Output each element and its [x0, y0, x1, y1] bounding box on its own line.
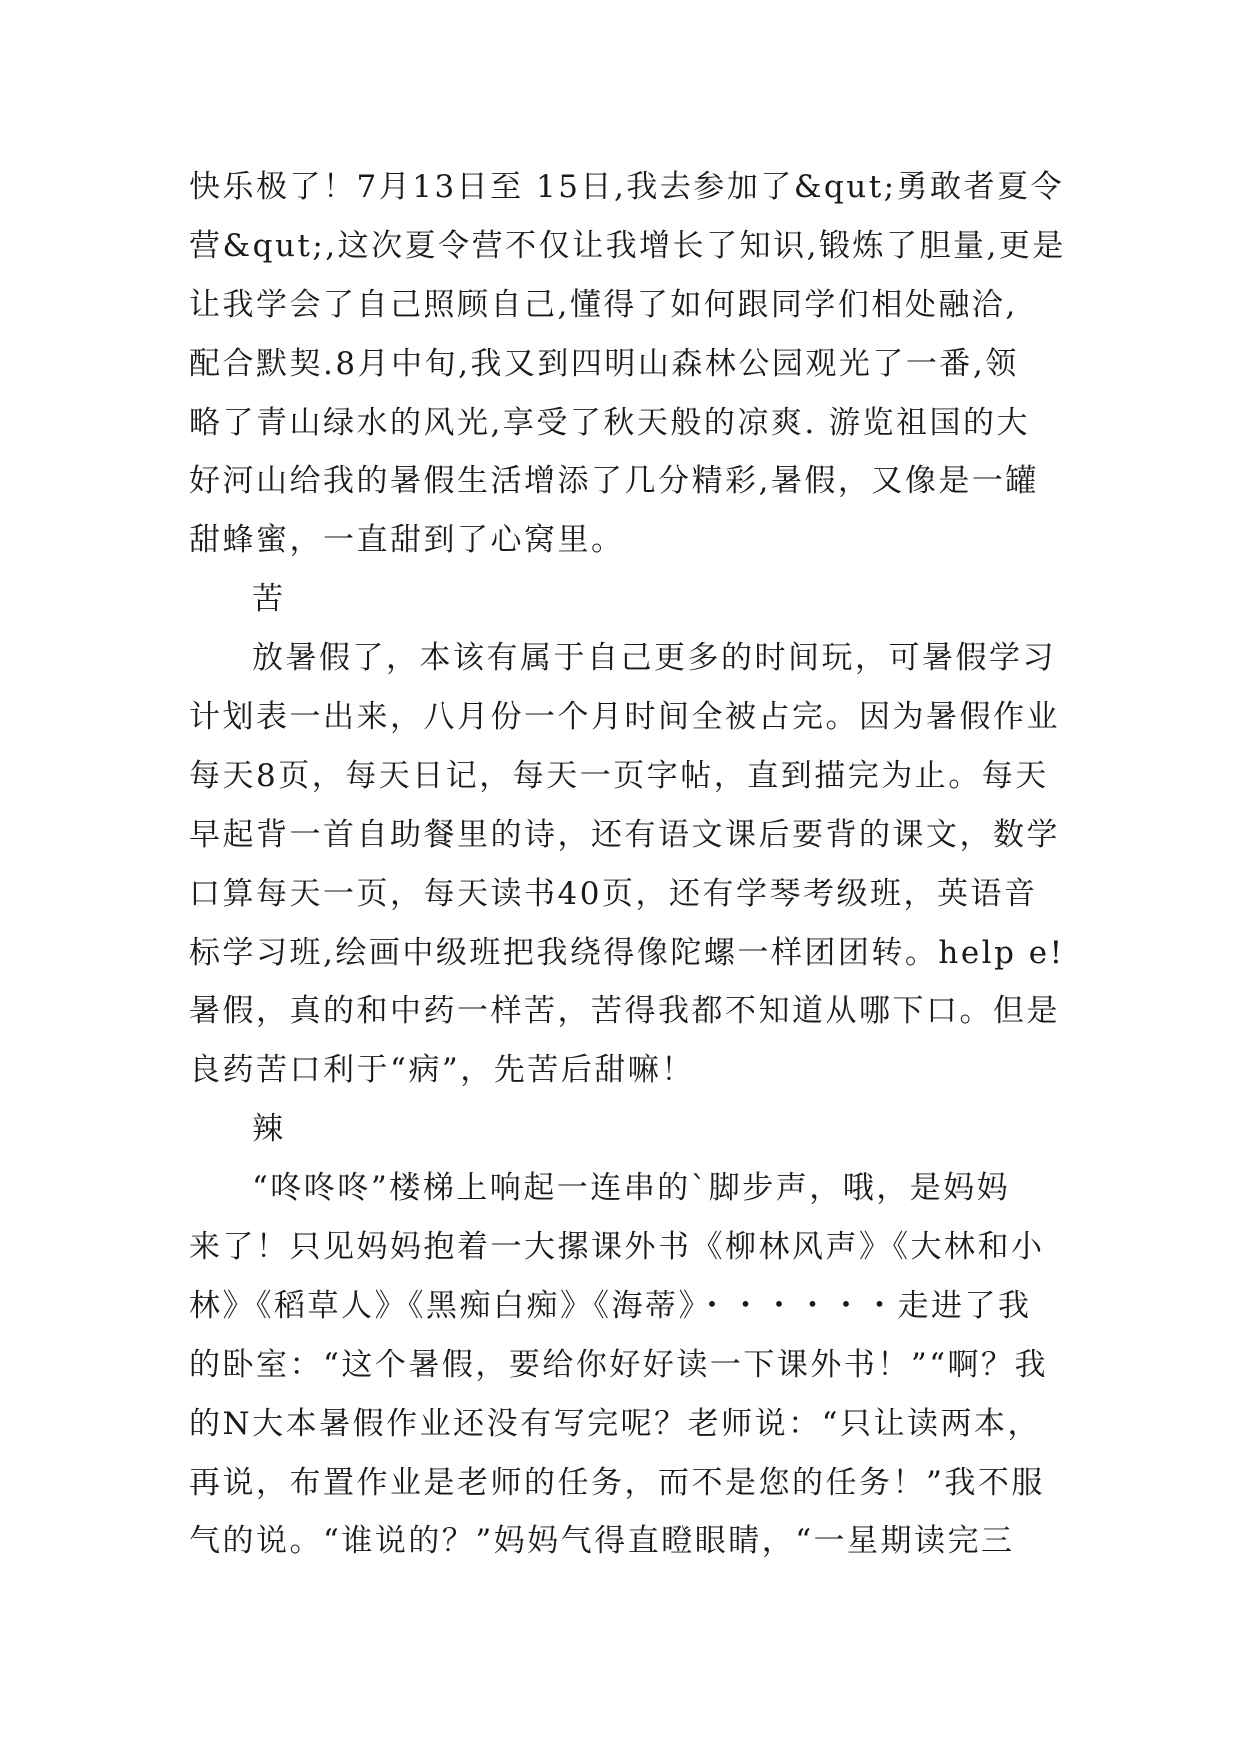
text-line: 来了！只见妈妈抱着一大摞课外书《柳林风声》《大林和小	[189, 1229, 1045, 1266]
text-line: 让我学会了自己照顾自己,懂得了如何跟同学们相处融洽,	[189, 286, 1018, 323]
text-line: 配合默契.8月中旬,我又到四明山森林公园观光了一番,领	[189, 345, 1019, 382]
paragraph-first-line: “咚咚咚”楼梯上响起一连串的`脚步声，哦，是妈妈	[252, 1170, 1011, 1207]
text-line: 林》《稻草人》《黑痴白痴》《海蒂》・・・・・・走进了我	[189, 1287, 1032, 1324]
text-line: 的卧室：“这个暑假，要给你好好读一下课外书！”“啊？我	[189, 1346, 1049, 1383]
section-heading-bitter: 苦	[252, 581, 286, 618]
text-line: 营&qut;,这次夏令营不仅让我增长了知识,锻炼了胆量,更是	[189, 227, 1066, 264]
text-line: 暑假，真的和中药一样苦，苦得我都不知道从哪下口。但是	[189, 993, 1060, 1030]
document-body	[189, 158, 1066, 1571]
section-heading-spicy: 辣	[252, 1111, 286, 1148]
text-line: 早起背一首自助餐里的诗，还有语文课后要背的课文，数学	[189, 816, 1060, 853]
paragraph-first-line: 放暑假了，本该有属于自己更多的时间玩，可暑假学习	[252, 640, 1056, 677]
text-line: 的N大本暑假作业还没有写完呢？老师说：“只让读两本，	[189, 1405, 1041, 1442]
text-line: 气的说。“谁说的？”妈妈气得直瞪眼睛，“一星期读完三	[189, 1523, 1015, 1560]
text-line: 标学习班,绘画中级班把我绕得像陀螺一样团团转。help e!	[189, 934, 1065, 971]
text-line: 每天8页，每天日记，每天一页字帖，直到描完为止。每天	[189, 757, 1049, 794]
text-line: 快乐极了！7月13日至 15日,我去参加了&qut;勇敢者夏令	[189, 169, 1065, 205]
text-line: 略了青山绿水的风光,享受了秋天般的凉爽. 游览祖国的大	[189, 404, 1031, 441]
text-line: 口算每天一页，每天读书40页，还有学琴考级班，英语音	[189, 875, 1038, 912]
text-line: 计划表一出来，八月份一个月时间全被占完。因为暑假作业	[189, 699, 1060, 736]
text-line: 良药苦口利于“病”，先苦后甜嘛！	[189, 1052, 695, 1089]
text-line: 好河山给我的暑假生活增添了几分精彩,暑假，又像是一罐	[189, 463, 1039, 500]
text-line: 甜蜂蜜，一直甜到了心窝里。	[189, 522, 625, 559]
text-line: 再说，布置作业是老师的任务，而不是您的任务！”我不服	[189, 1464, 1045, 1501]
